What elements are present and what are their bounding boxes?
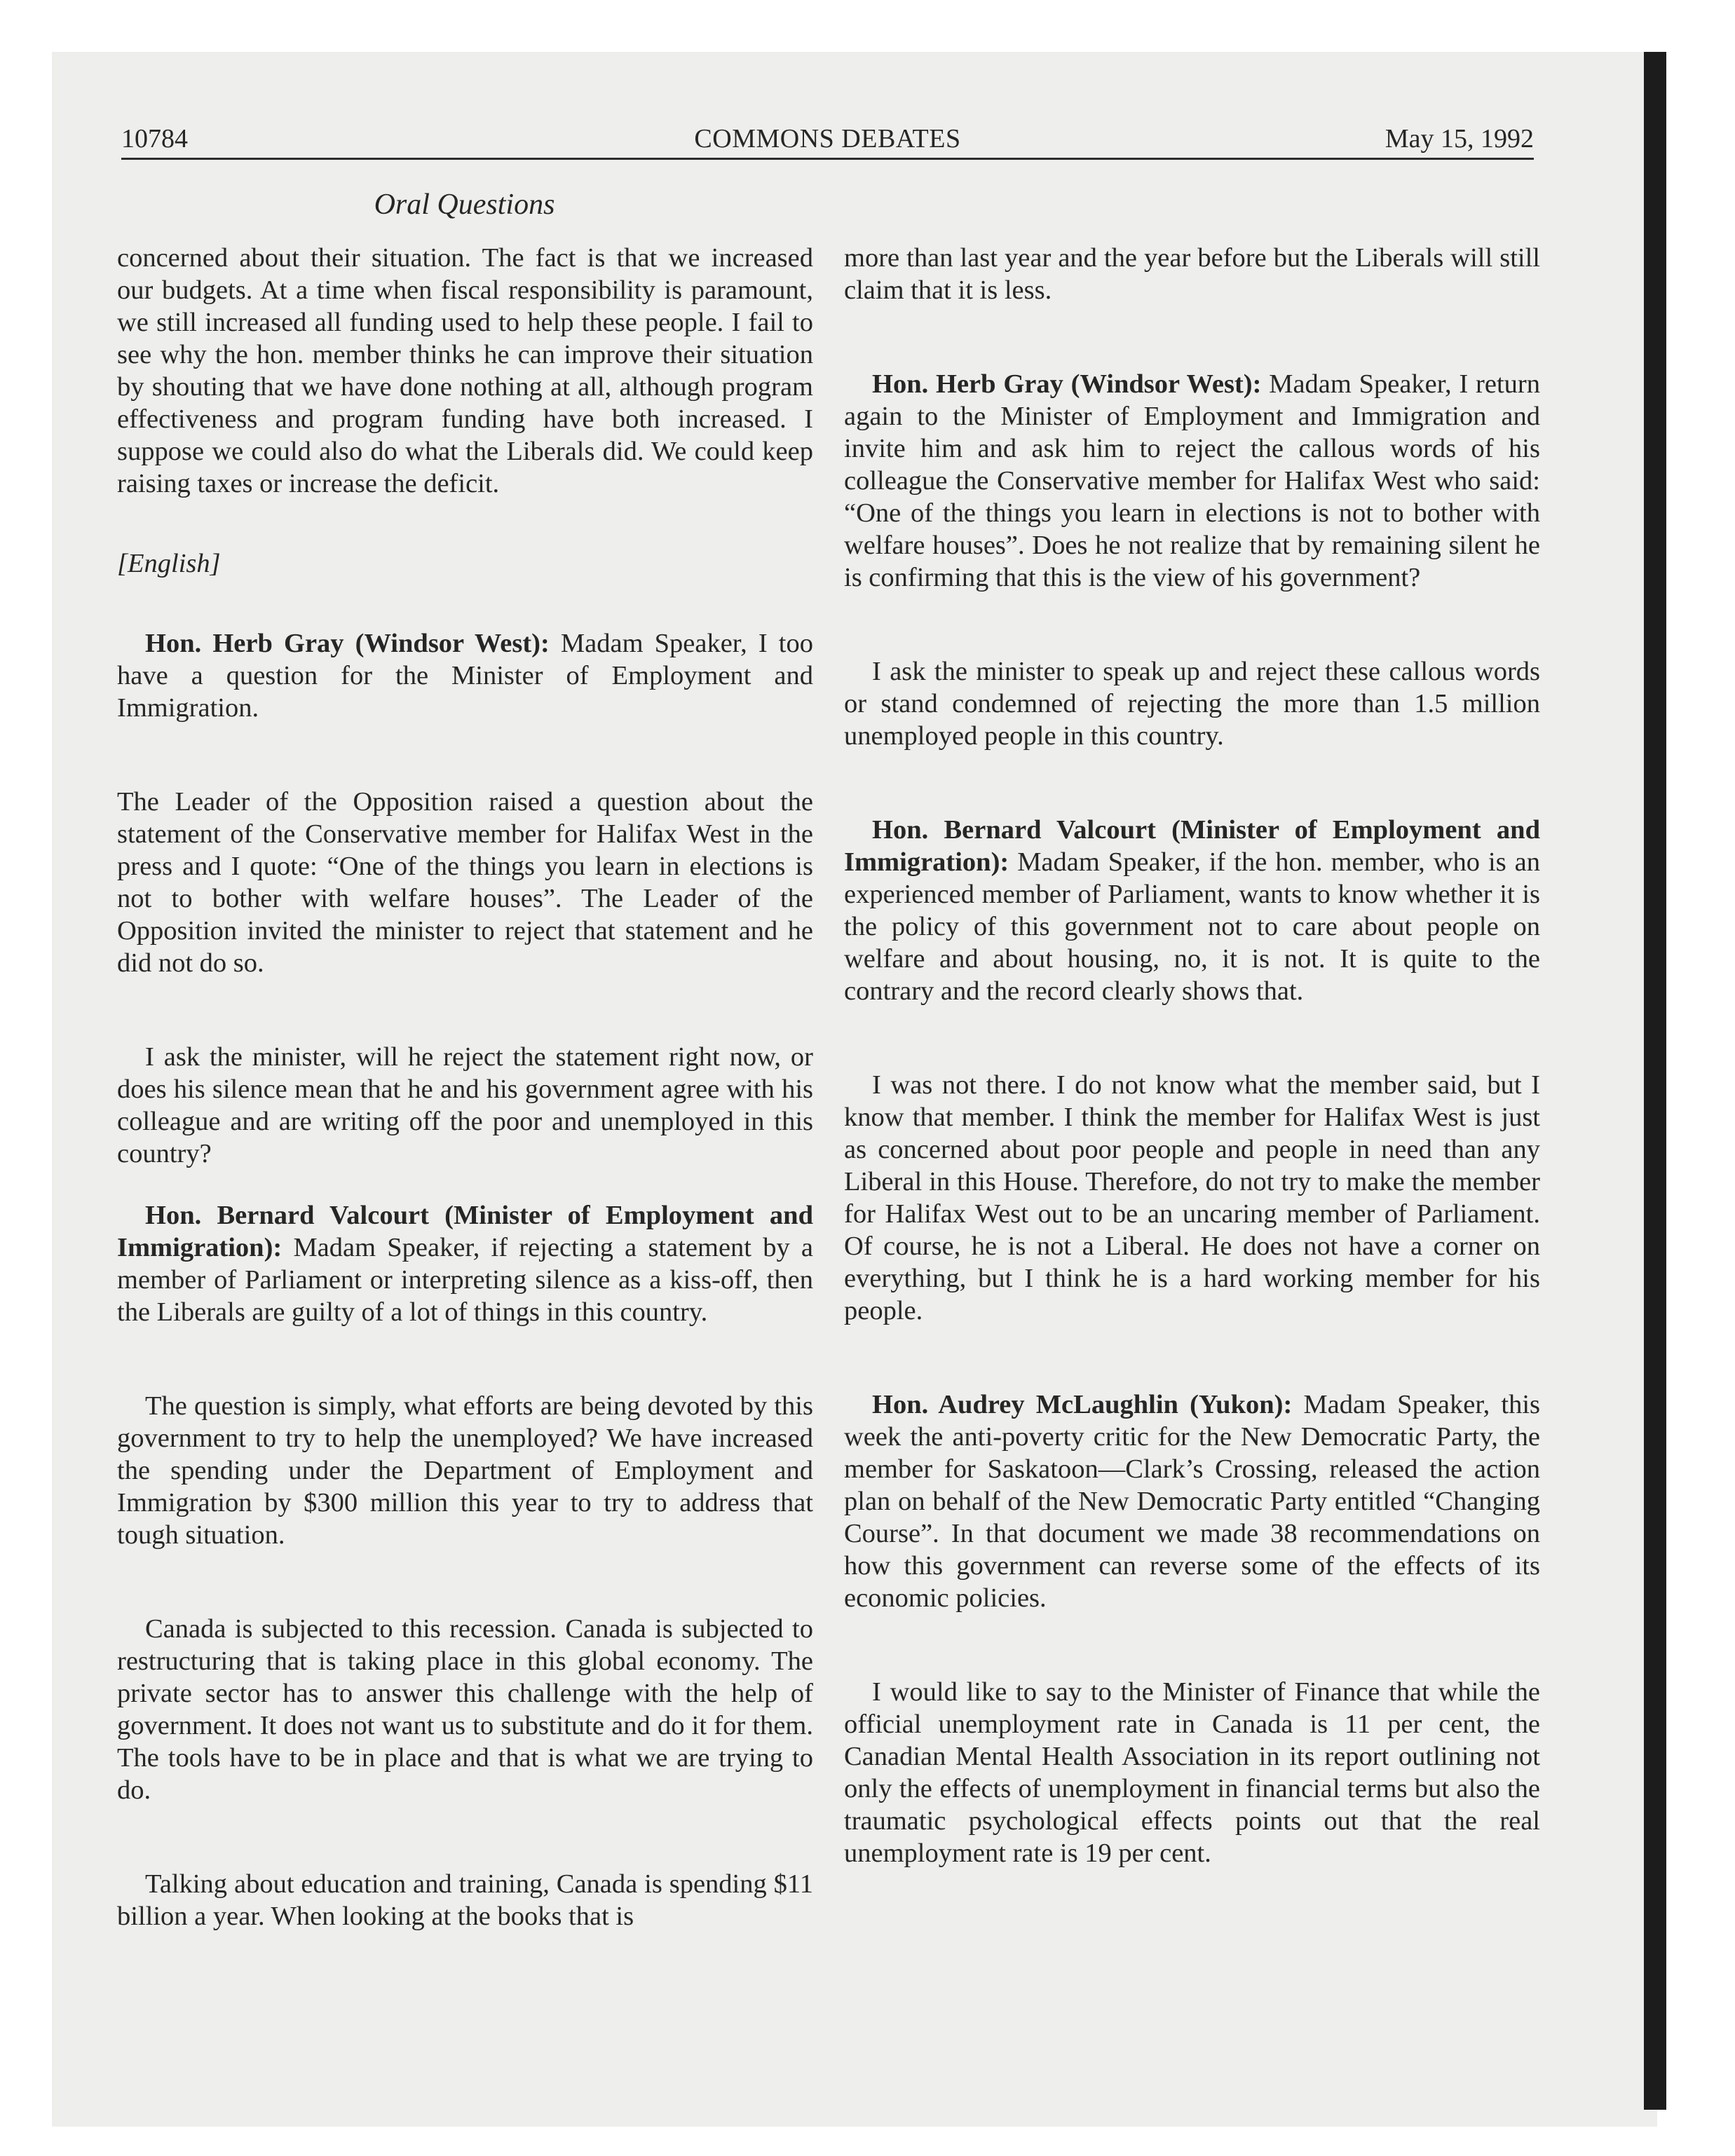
speaker-name: Hon. Bernard Valcourt (Minister of Employment and Immigration): <box>117 1201 813 1262</box>
paragraph: concerned about their situation. The fact is that we increased our budgets. At a time when fiscal responsibility is paramount, we still increased all funding used to help these people. I fail to see why the hon. member thinks he can improve their situation by shouting that we have done nothing at all, although program effectiveness and program funding have both increased. I suppose we could also do what the Liberals did. We could keep raising taxes or increase the deficit. <box>117 243 813 498</box>
speech-paragraph <box>844 814 1540 1007</box>
paragraph: The Leader of the Opposition raised a question about the statement of the Conservative member for Halifax West in the press and I quote: “One of the things you learn in elections is not to bother with welfare houses”. The Leader of the Opposition invited the minister to reject that statement and he did not do so. <box>117 787 813 978</box>
paragraph: more than last year and the year before but the Liberals will still claim that it is less. <box>844 243 1540 305</box>
left-column <box>117 242 813 1932</box>
speaker-name: Hon. Herb Gray (Windsor West): <box>145 629 550 658</box>
page-header <box>121 118 1534 160</box>
language-tag: [English] <box>117 549 221 578</box>
paragraph: I was not there. I do not know what the member said, but I know that member. I think the member for Halifax West is just as concerned about poor people and people in need than any Liberal in this House. Therefore, do not try to make the member for Halifax West out to be an uncaring member of Parliament. Of course, he is not a Liberal. He does not have a corner on everything, but I think he is a hard working member for his people. <box>844 1070 1540 1325</box>
paragraph: I ask the minister to speak up and reject these callous words or stand condemned of rejecting the more than 1.5 million unemployed people in this country. <box>844 657 1540 751</box>
speech-text: Madam Speaker, this week the anti-poverty critic for the New Democratic Party, the member for Saskatoon—Clark’s Crossing, released the action plan on behalf of the New Democratic Party entitled “Changing Course”. In that document we made 38 recommendations on how this government can reverse some of the effects of its economic policies. <box>844 1390 1541 1613</box>
speaker-name: Hon. Audrey McLaughlin (Yukon): <box>872 1390 1293 1419</box>
speech-text: Madam Speaker, I return again to the Minister of Employment and Immigration and invite him and ask him to reject the callous words of his colleague the Conservative member for Halifax West who said: “One of the things you learn in elections is not to bother with welfare houses”. Does he not realize that by remaining silent he is confirming that this is the view of his government? <box>844 369 1540 592</box>
speech-paragraph <box>117 627 813 724</box>
page-number: 10784 <box>121 124 188 153</box>
speaker-name: Hon. Herb Gray (Windsor West): <box>872 369 1262 399</box>
right-column <box>844 242 1540 1869</box>
speech-paragraph <box>117 1199 813 1328</box>
paragraph: Canada is subjected to this recession. Canada is subjected to restructuring that is taking place in this global economy. The private sector has to answer this challenge with the help of government. It does not want us to substitute and do it for them. The tools have to be in place and that is what we are trying to do. <box>117 1614 813 1805</box>
header-rule <box>121 158 1534 160</box>
speech-paragraph <box>844 368 1540 594</box>
speech-paragraph <box>844 1389 1540 1614</box>
publication-title: COMMONS DEBATES <box>694 124 961 153</box>
speech-text: Madam Speaker, I too have a question for the Minister of Employment and Immigration. <box>117 629 813 723</box>
section-title: Oral Questions <box>374 189 555 221</box>
paragraph: Talking about education and training, Canada is spending $11 billion a year. When looking at the books that is <box>117 1869 813 1931</box>
publication-date: May 15, 1992 <box>1384 124 1534 153</box>
paragraph: I would like to say to the Minister of Finance that while the official unemployment rate in Canada is 11 per cent, the Canadian Mental Health Association in its report outlining not only the effects of unemployment in financial terms but also the traumatic psychological effects points out that the real unemployment rate is 19 per cent. <box>844 1677 1540 1868</box>
paragraph: The question is simply, what efforts are being devoted by this government to try to help the unemployed? We have increased the spending under the Department of Employment and Immigration by $300 million this year to try to address that tough situation. <box>117 1391 813 1550</box>
speaker-name: Hon. Bernard Valcourt (Minister of Employment and Immigration): <box>844 815 1540 877</box>
paragraph: I ask the minister, will he reject the statement right now, or does his silence mean that he and his government agree with his colleague and are writing off the poor and unemployed in this country? <box>117 1042 813 1168</box>
speech-text: Madam Speaker, if the hon. member, who is an experienced member of Parliament, wants to know whether it is the policy of this government not to care about people on welfare and about housing, no, it is not. It is quite to the contrary and the record clearly shows that. <box>844 847 1540 1006</box>
speech-text: Madam Speaker, if rejecting a statement by a member of Parliament or interpreting silence as a kiss-off, then the Liberals are guilty of a lot of things in this country. <box>117 1233 813 1327</box>
scan-edge-shadow <box>1644 52 1666 2110</box>
